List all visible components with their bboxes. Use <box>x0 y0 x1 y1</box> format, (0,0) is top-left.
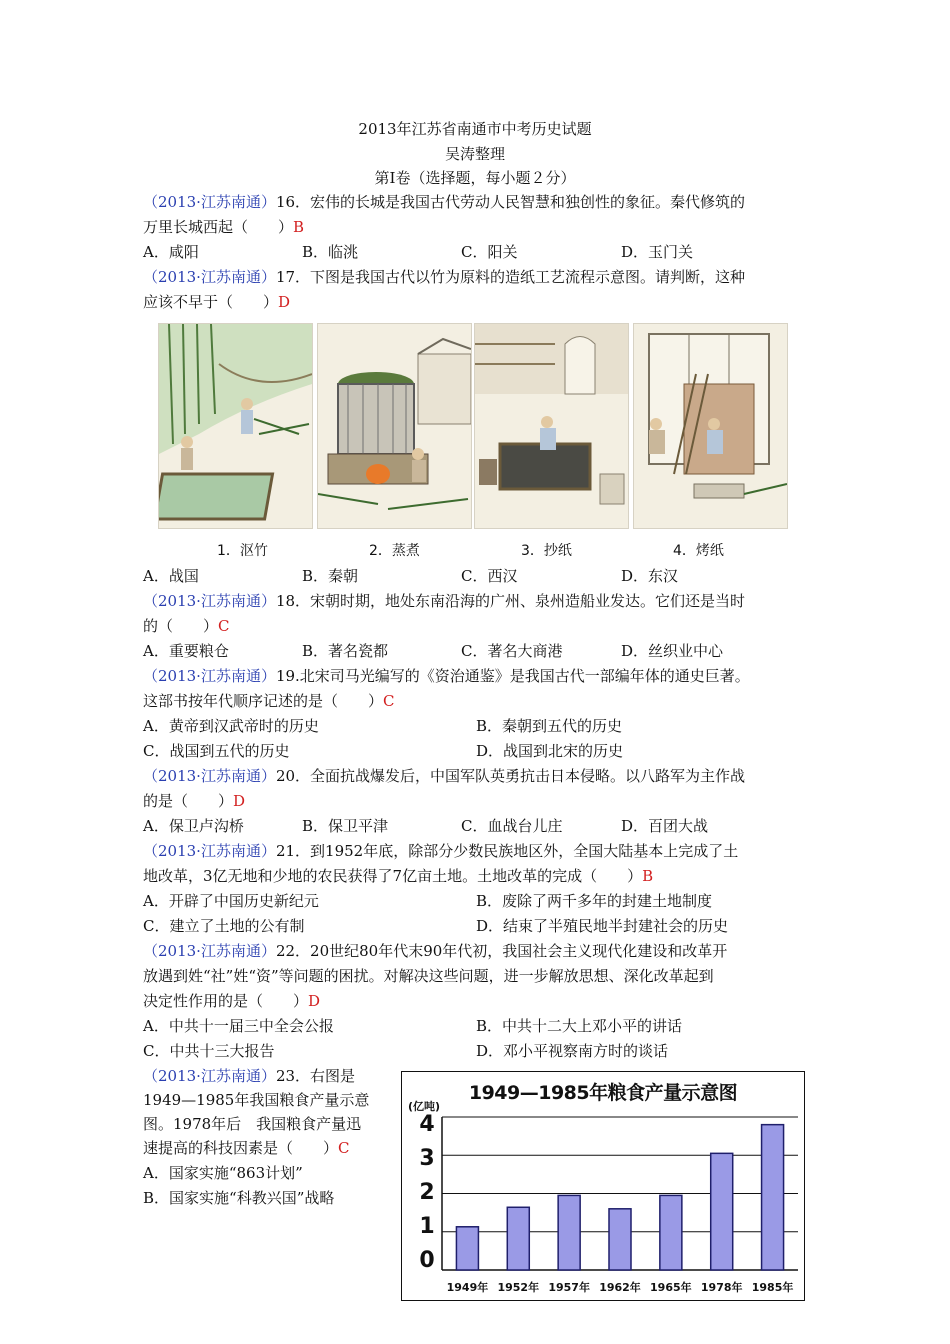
caption-steaming: 2．蒸煮 <box>369 543 420 559</box>
q16-text2: 万里长城西起（ ） <box>143 218 294 236</box>
q20-text2: 的是（ ） <box>143 792 234 810</box>
x-tick-label-1978年: 1978年 <box>700 1281 743 1294</box>
q20-line1 <box>143 765 745 789</box>
bar-1985年 <box>762 1125 784 1270</box>
q19-answer: C <box>383 692 395 710</box>
bar-1962年 <box>609 1209 631 1270</box>
q19-text1: 19.北宋司马光编写的《资治通鉴》是我国古代一部编年体的通史巨著。 <box>275 667 750 685</box>
y-tick-3: 3 <box>419 1146 435 1171</box>
x-tick-label-1952年: 1952年 <box>497 1281 540 1294</box>
q18-line1 <box>143 590 745 614</box>
q19-option-a: A．黄帝到汉武帝时的历史 <box>143 717 319 735</box>
q21-source: （2013·江苏南通） <box>143 842 276 860</box>
q20-text1: 20．全面抗战爆发后，中国军队英勇抗击日本侵略。以八路军为主作战 <box>275 767 746 785</box>
q18-option-b: B．著名瓷都 <box>302 642 389 660</box>
q17-option-a: A．战国 <box>143 567 199 585</box>
caption-drying: 4．烤纸 <box>673 543 724 559</box>
bar-1965年 <box>660 1195 682 1270</box>
q17-text1: 17．下图是我国古代以竹为原料的造纸工艺流程示意图。请判断，这种 <box>275 268 746 286</box>
page-title: 2013年江苏省南通市中考历史试题 <box>358 120 592 138</box>
y-tick-2: 2 <box>419 1180 435 1205</box>
q19-text2: 这部书按年代顺序记述的是（ ） <box>143 692 384 710</box>
q20-option-c: C．血战台儿庄 <box>461 817 563 835</box>
q18-text2: 的（ ） <box>143 617 219 635</box>
q17-option-c: C．西汉 <box>461 567 518 585</box>
author-line: 吴涛整理 <box>444 145 505 163</box>
papermaking-steaming-image <box>317 323 472 529</box>
q17-text2: 应该不早于（ ） <box>143 293 279 311</box>
q18-option-c: C．著名大商港 <box>461 642 563 660</box>
q22-source: （2013·江苏南通） <box>143 942 276 960</box>
q23-option-a: A．国家实施“863计划” <box>143 1164 303 1182</box>
q19-line2 <box>143 690 395 714</box>
q22-option-a: A．中共十一届三中全会公报 <box>143 1017 334 1035</box>
q22-option-c: C．中共十三大报告 <box>143 1042 275 1060</box>
bar-1978年 <box>711 1153 733 1270</box>
q17-source: （2013·江苏南通） <box>143 268 276 286</box>
q17-line2 <box>143 291 290 315</box>
q23-option-b: B．国家实施“科教兴国”战略 <box>143 1189 335 1207</box>
q16-option-b: B．临洮 <box>302 243 359 261</box>
papermaking-drying-image <box>633 323 788 529</box>
q21-option-c: C．建立了土地的公有制 <box>143 917 305 935</box>
q22-line1 <box>143 940 727 964</box>
q17-option-b: B．秦朝 <box>302 567 359 585</box>
q19-line1 <box>143 665 750 689</box>
chart-plot-area <box>402 1072 804 1300</box>
q22-line2 <box>143 965 714 989</box>
q20-option-d: D．百团大战 <box>621 817 709 835</box>
q23-answer: C <box>338 1139 350 1157</box>
q16-answer: B <box>293 218 305 236</box>
q18-line2 <box>143 615 230 639</box>
q23-line4 <box>143 1137 350 1161</box>
q19-option-c: C．战国到五代的历史 <box>143 742 290 760</box>
q22-text3: 决定性作用的是（ ） <box>143 992 309 1010</box>
caption-sheet-forming: 3．抄纸 <box>521 543 572 559</box>
x-tick-label-1957年: 1957年 <box>548 1281 590 1294</box>
bar-1957年 <box>558 1195 580 1270</box>
y-tick-1: 1 <box>419 1214 435 1239</box>
q18-source: （2013·江苏南通） <box>143 592 276 610</box>
q17-option-d: D．东汉 <box>621 567 679 585</box>
q22-text1: 22．20世纪80年代末90年代初，我国社会主义现代化建设和改革开 <box>275 942 728 960</box>
q22-answer: D <box>308 992 321 1010</box>
q19-source: （2013·江苏南通） <box>143 667 276 685</box>
q16-option-a: A．咸阳 <box>143 243 199 261</box>
x-tick-label-1965年: 1965年 <box>650 1281 692 1294</box>
q16-line1 <box>143 191 745 215</box>
q20-option-a: A．保卫卢沟桥 <box>143 817 244 835</box>
q18-option-a: A．重要粮仓 <box>143 642 229 660</box>
q20-line2 <box>143 790 245 814</box>
y-tick-0: 0 <box>419 1248 435 1273</box>
q19-option-b: B．秦朝到五代的历史 <box>476 717 623 735</box>
bar-1949年 <box>456 1227 478 1270</box>
q23-source: （2013·江苏南通） <box>143 1067 276 1085</box>
q23-text4: 速提高的科技因素是（ ） <box>143 1139 339 1157</box>
papermaking-retting-image <box>158 323 313 529</box>
q17-line1 <box>143 266 745 290</box>
q16-option-d: D．玉门关 <box>621 243 694 261</box>
q21-option-a: A．开辟了中国历史新纪元 <box>143 892 319 910</box>
q20-option-b: B．保卫平津 <box>302 817 389 835</box>
q16-text1: 16．宏伟的长城是我国古代劳动人民智慧和独创性的象征。秦代修筑的 <box>275 193 746 211</box>
x-tick-label-1949年: 1949年 <box>446 1281 489 1294</box>
bar-1952年 <box>507 1207 529 1270</box>
q21-option-d: D．结束了半殖民地半封建社会的历史 <box>476 917 729 935</box>
q19-option-d: D．战国到北宋的历史 <box>476 742 624 760</box>
q21-line2 <box>143 865 653 889</box>
q23-line3: 图。1978年后 我国粮食产量迅 <box>143 1115 362 1133</box>
q23-line2: 1949—1985年我国粮食产量示意 <box>143 1091 370 1109</box>
q23-line1 <box>143 1065 355 1089</box>
q20-answer: D <box>233 792 246 810</box>
papermaking-sheet-forming-image <box>474 323 629 529</box>
caption-retting: 1．沤竹 <box>217 543 268 559</box>
grain-production-chart <box>401 1071 805 1301</box>
q17-answer: D <box>278 293 291 311</box>
q22-option-b: B．中共十二大上邓小平的讲话 <box>476 1017 683 1035</box>
q18-option-d: D．丝织业中心 <box>621 642 724 660</box>
q21-text1: 21．到1952年底，除部分少数民族地区外，全国大陆基本上完成了土 <box>275 842 739 860</box>
q22-option-d: D．邓小平视察南方时的谈话 <box>476 1042 669 1060</box>
q16-option-c: C．阳关 <box>461 243 518 261</box>
x-tick-label-1962年: 1962年 <box>599 1281 641 1294</box>
q16-source: （2013·江苏南通） <box>143 193 276 211</box>
q22-line3 <box>143 990 320 1014</box>
x-tick-label-1985年: 1985年 <box>751 1281 794 1294</box>
y-tick-4: 4 <box>419 1112 435 1137</box>
q21-option-b: B．废除了两千多年的封建土地制度 <box>476 892 713 910</box>
q21-line1 <box>143 840 738 864</box>
q18-text1: 18．宋朝时期，地处东南沿海的广州、泉州造船业发达。它们还是当时 <box>275 592 746 610</box>
q16-line2 <box>143 216 304 240</box>
section-heading: 第Ⅰ卷（选择题，每小题２分） <box>374 169 576 187</box>
q21-answer: B <box>642 867 654 885</box>
q23-text1: 23．右图是 <box>275 1067 356 1085</box>
q21-text2: 地改革，3亿无地和少地的农民获得了7亿亩土地。土地改革的完成（ ） <box>143 867 643 885</box>
q20-source: （2013·江苏南通） <box>143 767 276 785</box>
chart-y-unit: (亿吨) <box>408 1100 441 1113</box>
q18-answer: C <box>218 617 230 635</box>
q22-text2: 放遇到姓“社”姓“资”等问题的困扰。对解决这些问题，进一步解放思想、深化改革起到 <box>143 967 714 985</box>
chart-title: 1949—1985年粮食产量示意图 <box>468 1082 738 1104</box>
